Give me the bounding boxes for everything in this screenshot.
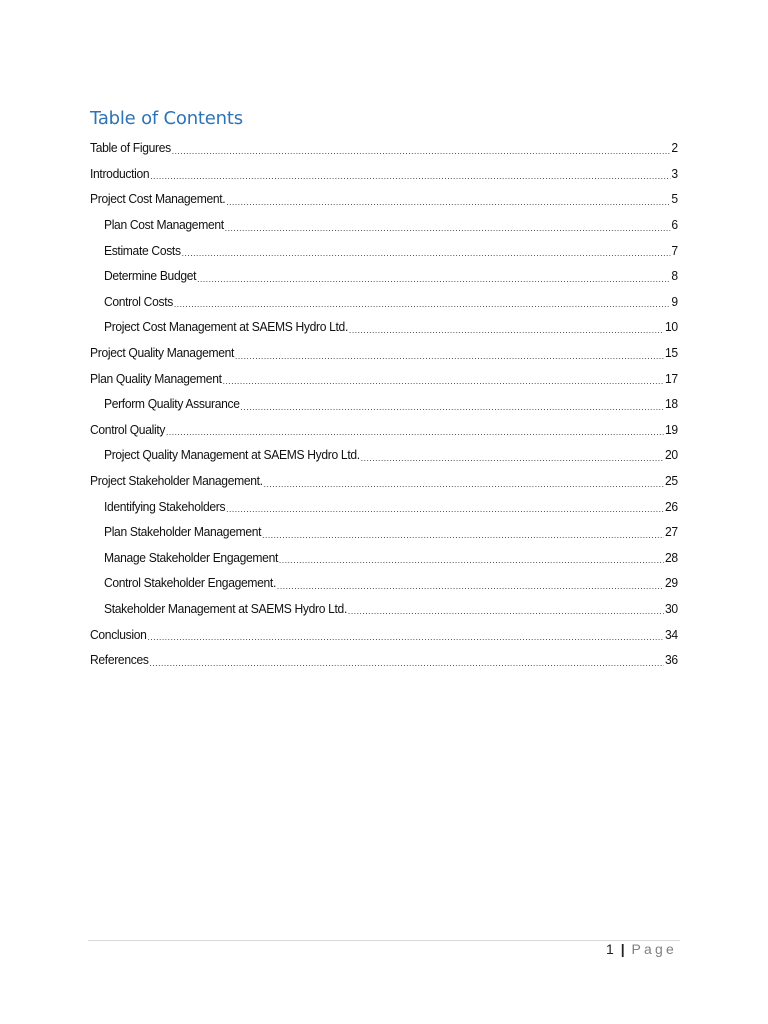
toc-dot-leader	[262, 530, 664, 540]
toc-dot-leader	[225, 223, 671, 233]
toc-entry-page: 30	[664, 600, 678, 616]
toc-entry[interactable]	[90, 161, 678, 187]
toc-entry-page: 3	[671, 165, 678, 181]
toc-entry-page: 34	[664, 626, 678, 642]
toc-entry-label: Control Costs	[103, 293, 173, 309]
toc-entry[interactable]	[90, 545, 678, 571]
toc-entry-label: Control Quality	[90, 421, 166, 437]
toc-entry-page: 9	[671, 293, 678, 309]
toc-entry-page: 29	[664, 575, 678, 591]
toc-heading: Table of Contents	[90, 108, 243, 129]
toc-entry-label: Identifying Stakeholders	[103, 498, 226, 514]
toc-entry[interactable]	[90, 212, 678, 238]
toc-entry[interactable]	[90, 186, 678, 212]
toc-entry[interactable]	[90, 468, 678, 494]
toc-list	[90, 135, 678, 672]
page-number: 1	[606, 941, 614, 957]
toc-dot-leader	[174, 299, 671, 309]
toc-dot-leader	[235, 351, 664, 361]
toc-entry[interactable]	[90, 135, 678, 161]
toc-entry-label: Conclusion	[90, 626, 147, 642]
page-footer	[606, 941, 677, 957]
toc-dot-leader	[150, 171, 670, 181]
toc-entry-label: Plan Quality Management	[90, 370, 222, 386]
toc-entry[interactable]	[90, 417, 678, 443]
toc-entry-label: Stakeholder Management at SAEMS Hydro Ltd.	[103, 600, 347, 616]
toc-entry[interactable]	[90, 621, 678, 647]
toc-entry-page: 18	[664, 396, 678, 412]
toc-dot-leader	[277, 581, 664, 591]
toc-entry-label: Plan Cost Management	[103, 217, 224, 233]
toc-entry-label: Introduction	[90, 165, 150, 181]
toc-entry-page: 19	[664, 421, 678, 437]
footer-page-word: Page	[631, 941, 677, 957]
toc-entry-label: Table of Figures	[90, 140, 171, 156]
toc-dot-leader	[361, 453, 664, 463]
toc-dot-leader	[197, 274, 670, 284]
toc-entry-label: Project Cost Management.	[90, 191, 226, 207]
toc-dot-leader	[349, 325, 664, 335]
toc-entry-label: Manage Stakeholder Engagement	[103, 549, 279, 565]
toc-entry[interactable]	[90, 570, 678, 596]
toc-entry[interactable]	[90, 493, 678, 519]
toc-entry-label: Project Stakeholder Management.	[90, 473, 263, 489]
toc-entry[interactable]	[90, 237, 678, 263]
toc-entry-page: 28	[664, 549, 678, 565]
toc-entry-label: Control Stakeholder Engagement.	[103, 575, 276, 591]
toc-dot-leader	[148, 632, 665, 642]
toc-entry-label: Project Quality Management	[90, 345, 235, 361]
toc-entry-page: 20	[664, 447, 678, 463]
toc-dot-leader	[279, 555, 664, 565]
toc-entry[interactable]	[90, 519, 678, 545]
toc-dot-leader	[223, 376, 664, 386]
toc-entry-page: 26	[664, 498, 678, 514]
toc-entry-label: References	[90, 652, 149, 668]
toc-entry-page: 2	[671, 140, 678, 156]
toc-dot-leader	[241, 402, 664, 412]
toc-entry-page: 8	[671, 268, 678, 284]
toc-entry-page: 10	[664, 319, 678, 335]
toc-entry[interactable]	[90, 596, 678, 622]
toc-entry-page: 15	[664, 345, 678, 361]
footer-separator: |	[620, 941, 625, 957]
toc-entry[interactable]	[90, 365, 678, 391]
toc-entry-label: Project Quality Management at SAEMS Hydro Ltd.	[103, 447, 360, 463]
toc-entry-page: 7	[671, 242, 678, 258]
toc-entry[interactable]	[90, 314, 678, 340]
toc-entry-label: Plan Stakeholder Management	[103, 524, 262, 540]
toc-entry[interactable]	[90, 289, 678, 315]
toc-entry-page: 25	[664, 473, 678, 489]
toc-entry-label: Determine Budget	[103, 268, 197, 284]
toc-entry-page: 6	[671, 217, 678, 233]
toc-dot-leader	[226, 197, 670, 207]
toc-dot-leader	[348, 606, 664, 616]
toc-entry-page: 17	[664, 370, 678, 386]
toc-dot-leader	[226, 504, 664, 514]
toc-entry-label: Perform Quality Assurance	[103, 396, 240, 412]
footer-divider	[88, 940, 680, 941]
toc-entry[interactable]	[90, 442, 678, 468]
toc-entry-page: 27	[664, 524, 678, 540]
toc-dot-leader	[172, 146, 671, 156]
toc-entry[interactable]	[90, 263, 678, 289]
toc-entry-label: Estimate Costs	[103, 242, 181, 258]
toc-entry[interactable]	[90, 391, 678, 417]
toc-entry-label: Project Cost Management at SAEMS Hydro Ltd.	[103, 319, 349, 335]
toc-entry-page: 5	[671, 191, 678, 207]
toc-dot-leader	[150, 658, 665, 668]
toc-entry-page: 36	[664, 652, 678, 668]
toc-dot-leader	[264, 479, 664, 489]
toc-dot-leader	[166, 427, 664, 437]
toc-dot-leader	[182, 248, 671, 258]
toc-entry[interactable]	[90, 647, 678, 673]
toc-entry[interactable]	[90, 340, 678, 366]
